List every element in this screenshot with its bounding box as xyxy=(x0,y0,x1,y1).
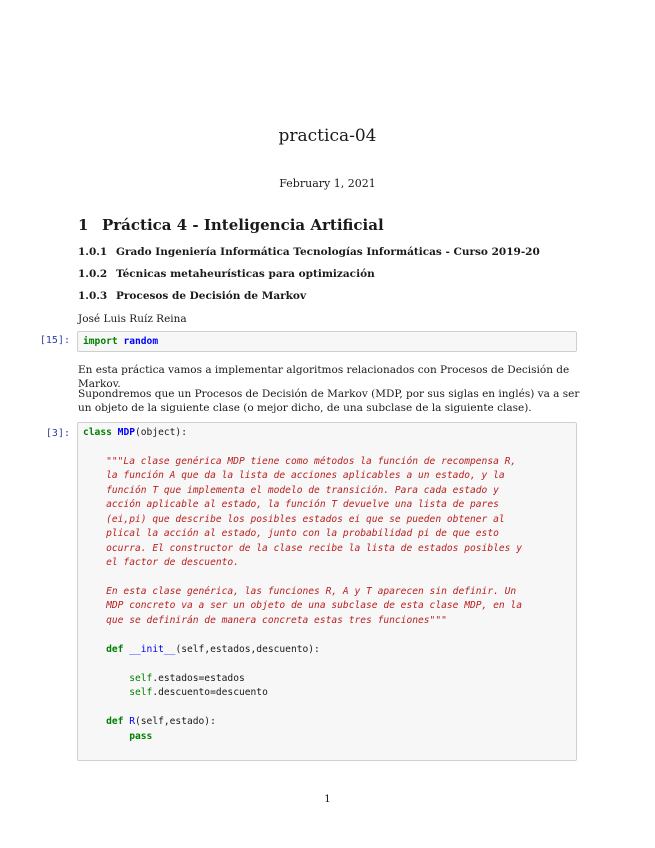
code-keyword: pass xyxy=(129,730,153,742)
code-docstring-line: acción aplicable al estado, la función T devuelve una lista de pares xyxy=(106,499,499,511)
section-heading xyxy=(78,216,384,234)
paragraph-intro: En esta práctica vamos a implementar algoritmos relacionados con Procesos de Decisión de Markov. xyxy=(78,364,570,390)
page-number: 1 xyxy=(324,793,331,805)
code-cell-mdp-class[interactable] xyxy=(77,422,577,761)
subsection-title: Técnicas metaheurísticas para optimización xyxy=(116,268,375,280)
code-docstring-line: plical la acción al estado, junto con la probabilidad pi de que esto xyxy=(106,528,499,540)
subsection-number: 1.0.2 xyxy=(78,268,108,280)
code-docstring-line: la función A que da la lista de acciones aplicables a un estado, y la xyxy=(106,470,505,482)
code-docstring-line: que se definirán de manera concreta estas tres funciones""" xyxy=(106,614,447,626)
document-title: practica-04 xyxy=(278,126,377,146)
code-class-name: MDP xyxy=(117,427,135,438)
code-keyword: def xyxy=(106,643,124,655)
code-cell-import[interactable] xyxy=(77,331,577,352)
subsection-heading-2 xyxy=(78,268,375,280)
subsection-number: 1.0.3 xyxy=(78,290,108,302)
code-keyword: def xyxy=(106,716,124,728)
code-input[interactable] xyxy=(78,332,576,352)
code-self: self xyxy=(129,672,153,684)
code-class-base: (object): xyxy=(135,427,187,438)
code-docstring-line: MDP concreto va a ser un objeto de una subclase de esta clase MDP, en la xyxy=(106,600,522,612)
code-function-name: __init__ xyxy=(129,643,176,655)
section-number: 1 xyxy=(78,216,89,234)
code-self: self xyxy=(129,687,153,699)
code-function-args: (self,estado): xyxy=(135,716,216,728)
subsection-heading-1 xyxy=(78,246,540,258)
code-assignment: .estados=estados xyxy=(152,672,245,684)
code-module-name: random xyxy=(123,336,159,347)
subsection-number: 1.0.1 xyxy=(78,246,108,258)
code-keyword: class xyxy=(83,427,112,438)
cell-prompt: [3]: xyxy=(45,428,70,439)
code-assignment: .descuento=descuento xyxy=(152,687,268,699)
code-docstring-line: ocurra. El constructor de la clase recibe la lista de estados posibles y xyxy=(106,542,522,554)
section-title: Práctica 4 - Inteligencia Artificial xyxy=(102,216,384,234)
document-date: February 1, 2021 xyxy=(279,177,376,190)
subsection-title: Grado Ingeniería Informática Tecnologías Informáticas - Curso 2019-20 xyxy=(116,246,540,258)
code-keyword: import xyxy=(83,336,118,347)
cell-prompt: [15]: xyxy=(39,335,70,346)
code-docstring-line: """La clase genérica MDP tiene como métodos la función de recompensa R, xyxy=(106,455,517,467)
author-line: José Luis Ruíz Reina xyxy=(78,313,187,325)
code-docstring-line: el factor de descuento. xyxy=(106,557,239,569)
code-docstring-line: En esta clase genérica, las funciones R, A y T aparecen sin definir. Un xyxy=(106,585,517,597)
subsection-title: Procesos de Decisión de Markov xyxy=(116,290,307,302)
code-docstring-line: función T que implementa el modelo de transición. Para cada estado y xyxy=(106,484,499,496)
code-function-name: R xyxy=(129,716,135,728)
code-docstring-line: (ei,pi) que describe los posibles estados ei que se pueden obtener al xyxy=(106,513,505,525)
code-function-args: (self,estados,descuento): xyxy=(175,643,320,655)
code-input[interactable] xyxy=(78,423,576,747)
paragraph-mdp: Supondremos que un Procesos de Decisión de Markov (MDP, por sus siglas en inglés) va a ser un objeto de la siguiente clase (o mejor dicho, de una subclase de la siguiente clase). xyxy=(78,388,580,414)
subsection-heading-3 xyxy=(78,290,306,302)
